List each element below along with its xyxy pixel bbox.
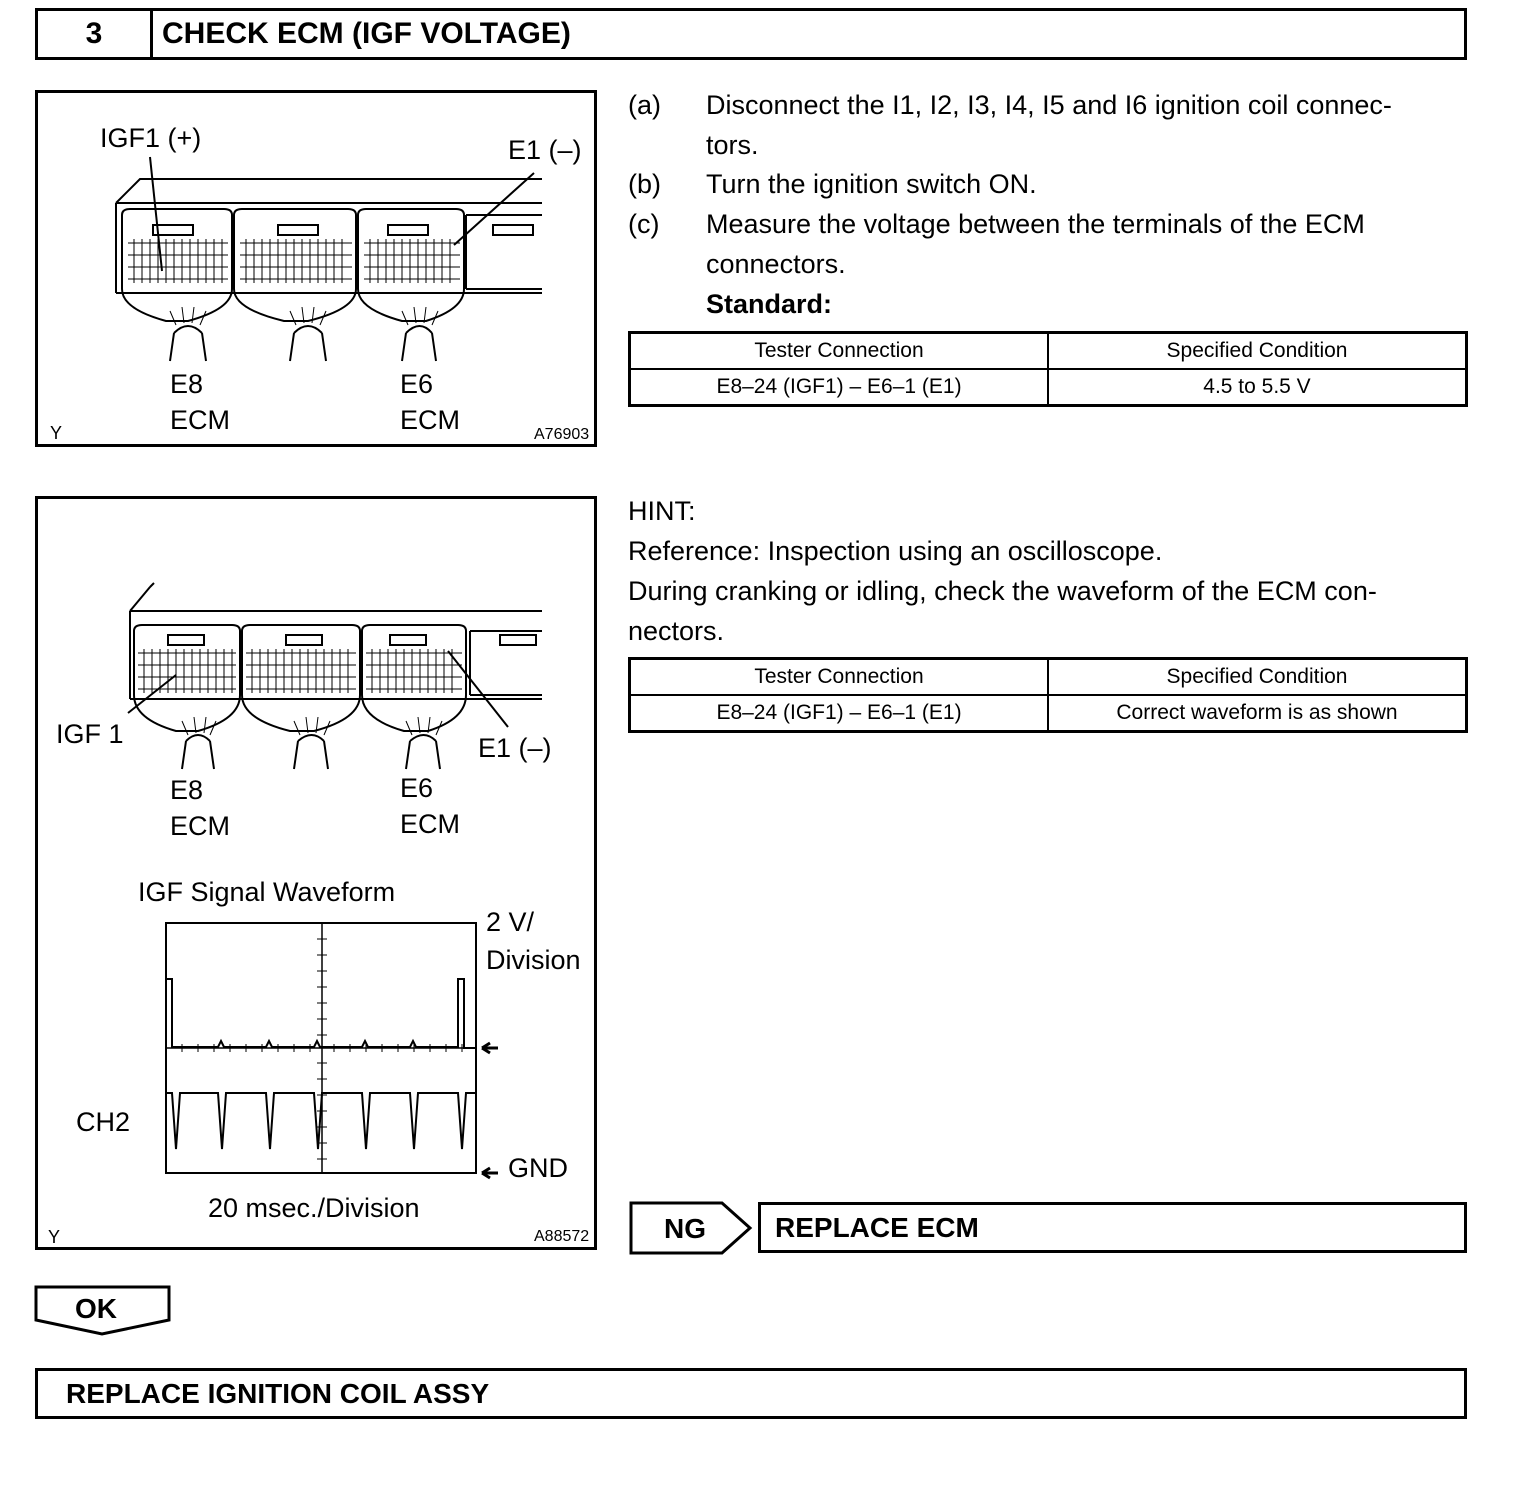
step-text: Measure the voltage between the terminals of the ECM xyxy=(706,209,1365,239)
spec-table-voltage xyxy=(628,331,1468,407)
hint-block xyxy=(628,491,1468,651)
step-b xyxy=(628,164,1468,204)
ng-action-text: REPLACE ECM xyxy=(775,1211,979,1243)
spec-table-waveform xyxy=(628,657,1468,733)
table-cell: E8–24 (IGF1) – E6–1 (E1) xyxy=(630,695,1049,732)
standard-label: Standard: xyxy=(706,289,833,319)
figure-id: A88572 xyxy=(534,1228,590,1245)
e1-minus-label: E1 (–) xyxy=(508,135,582,165)
e8-label: E8 xyxy=(170,775,204,805)
table-header-cell: Specified Condition xyxy=(1048,333,1467,370)
connector-figure-2 xyxy=(35,496,597,1250)
ok-label: OK xyxy=(75,1293,117,1324)
step-text: Turn the ignition switch ON. xyxy=(706,169,1037,199)
channel-label: CH2 xyxy=(76,1107,131,1137)
ng-label: NG xyxy=(664,1213,706,1244)
step-letter: (a) xyxy=(628,90,661,120)
step-text-cont: tors. xyxy=(706,130,759,160)
connector-figure-1 xyxy=(35,90,597,447)
ok-action-box xyxy=(35,1368,1467,1419)
e8-ecm-label: ECM xyxy=(170,405,230,435)
table-header-row xyxy=(630,333,1467,370)
table-cell: E8–24 (IGF1) – E6–1 (E1) xyxy=(630,369,1049,406)
time-division-label: 20 msec./Division xyxy=(208,1193,420,1223)
e8-ecm-label: ECM xyxy=(170,811,230,841)
figure-corner-letter: Y xyxy=(50,423,63,443)
table-cell: Correct waveform is as shown xyxy=(1048,695,1467,732)
e6-ecm-label: ECM xyxy=(400,809,460,839)
e8-label: E8 xyxy=(170,369,204,399)
ecm-connector-waveform-illustration xyxy=(38,499,594,1247)
table-row xyxy=(630,695,1467,732)
hint-line: During cranking or idling, check the waveform of the ECM con- xyxy=(628,576,1377,606)
volt-division-line2: Division xyxy=(486,945,581,975)
step-c xyxy=(628,204,1468,324)
step-text: Disconnect the I1, I2, I3, I4, I5 and I6 ignition coil connec- xyxy=(706,90,1392,120)
volt-division-line1: 2 V/ xyxy=(486,907,535,937)
hint-title: HINT: xyxy=(628,496,696,526)
igf1-plus-label: IGF1 (+) xyxy=(100,123,202,153)
step-header xyxy=(35,8,1467,60)
e1-minus-label: E1 (–) xyxy=(478,733,552,763)
step-title: CHECK ECM (IGF VOLTAGE) xyxy=(162,17,571,50)
ng-action-box xyxy=(758,1202,1467,1253)
step-number: 3 xyxy=(38,11,153,57)
table-header-cell: Tester Connection xyxy=(630,659,1049,696)
table-cell: 4.5 to 5.5 V xyxy=(1048,369,1467,406)
oscilloscope-screen xyxy=(166,923,498,1178)
step-text-cont: connectors. xyxy=(706,249,846,279)
ng-arrow xyxy=(628,1200,754,1256)
figure-corner-letter: Y xyxy=(48,1227,61,1247)
ok-arrow xyxy=(33,1284,175,1338)
hint-line: Reference: Inspection using an oscilloscope. xyxy=(628,536,1163,566)
igf1-label: IGF 1 xyxy=(56,719,124,749)
ok-action-text: REPLACE IGNITION COIL ASSY xyxy=(66,1377,490,1409)
hint-line: nectors. xyxy=(628,616,725,646)
ecm-connector-illustration-1 xyxy=(38,93,594,444)
gnd-label: GND xyxy=(508,1153,568,1183)
waveform-title: IGF Signal Waveform xyxy=(138,877,396,907)
figure-id: A76903 xyxy=(534,426,590,443)
e6-ecm-label: ECM xyxy=(400,405,460,435)
e6-label: E6 xyxy=(400,369,434,399)
e6-label: E6 xyxy=(400,773,434,803)
step-letter: (c) xyxy=(628,209,660,239)
table-header-cell: Specified Condition xyxy=(1048,659,1467,696)
table-row xyxy=(630,369,1467,406)
step-letter: (b) xyxy=(628,169,661,199)
table-header-row xyxy=(630,659,1467,696)
step-a xyxy=(628,85,1468,165)
table-header-cell: Tester Connection xyxy=(630,333,1049,370)
